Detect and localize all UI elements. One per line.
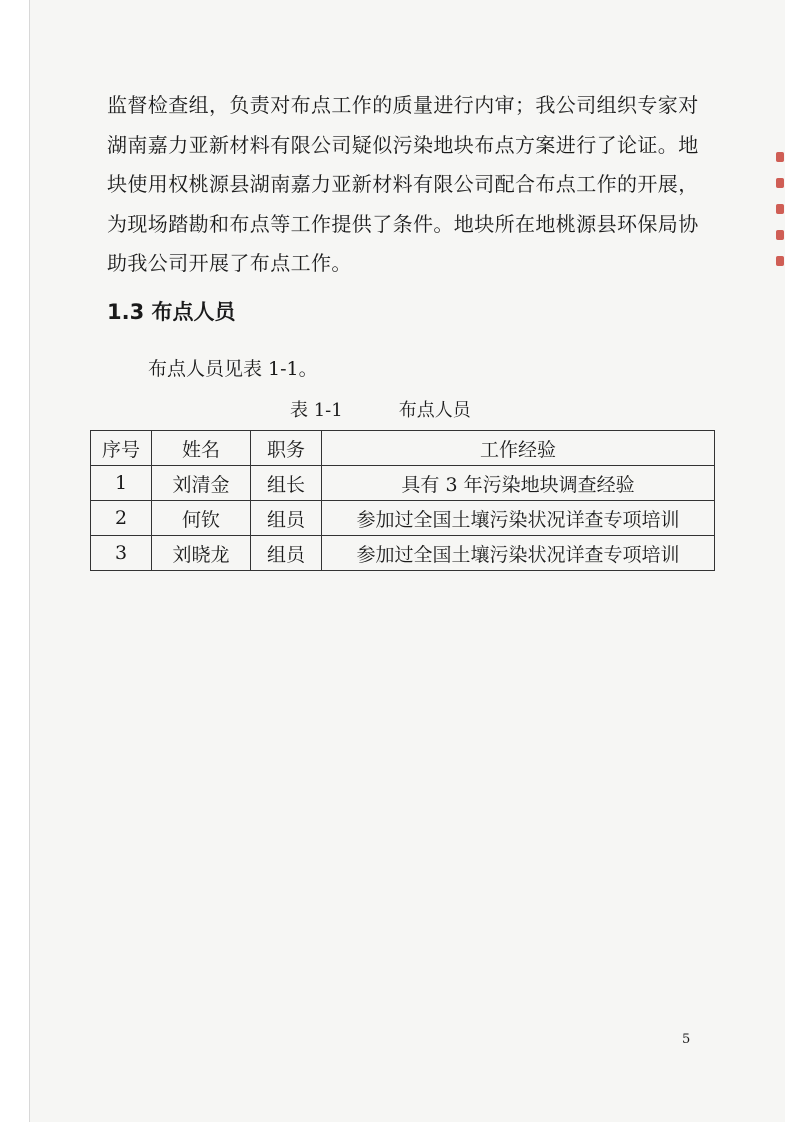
table-cell: 组长 xyxy=(251,466,322,501)
section-heading: 1.3 布点人员 xyxy=(107,300,236,324)
intro-text: 布点人员见表 1-1。 xyxy=(148,358,318,380)
table-row xyxy=(91,536,715,571)
table-row xyxy=(91,501,715,536)
paragraph-line: 助我公司开展了布点工作。 xyxy=(107,251,352,275)
table-header-row xyxy=(91,431,715,466)
table-cell: 参加过全国土壤污染状况详查专项培训 xyxy=(322,501,715,536)
table-cell: 参加过全国土壤污染状况详查专项培训 xyxy=(322,536,715,571)
staff-table xyxy=(90,430,715,571)
table-cell: 具有 3 年污染地块调查经验 xyxy=(322,466,715,501)
table-title: 布点人员 xyxy=(398,400,471,421)
edge-mark xyxy=(776,178,784,188)
table-cell: 何钦 xyxy=(152,501,251,536)
table-cell: 刘晓龙 xyxy=(152,536,251,571)
table-cell: 3 xyxy=(91,536,152,571)
paragraph-line: 块使用权桃源县湖南嘉力亚新材料有限公司配合布点工作的开展， xyxy=(107,172,699,196)
table-row xyxy=(91,466,715,501)
header-cell: 工作经验 xyxy=(322,431,715,466)
table-number: 表 1-1 xyxy=(290,400,343,421)
table-cell: 2 xyxy=(91,501,152,536)
body-paragraph xyxy=(107,86,697,284)
edge-mark xyxy=(776,256,784,266)
header-cell: 序号 xyxy=(91,431,152,466)
table-cell: 组员 xyxy=(251,501,322,536)
paragraph-line: 湖南嘉力亚新材料有限公司疑似污染地块布点方案进行了论证。地 xyxy=(107,132,699,157)
table-caption xyxy=(290,396,471,422)
page-number: 5 xyxy=(682,1032,691,1047)
edge-mark xyxy=(776,230,784,240)
edge-mark xyxy=(776,204,784,214)
table-cell: 刘清金 xyxy=(152,466,251,501)
paragraph-line: 为现场踏勘和布点等工作提供了条件。地块所在地桃源县环保局协 xyxy=(107,211,699,236)
table-cell: 1 xyxy=(91,466,152,501)
header-cell: 职务 xyxy=(251,431,322,466)
table-cell: 组员 xyxy=(251,536,322,571)
edge-mark xyxy=(776,152,784,162)
header-cell: 姓名 xyxy=(152,431,251,466)
paragraph-line: 监督检查组，负责对布点工作的质量进行内审；我公司组织专家对 xyxy=(107,93,699,117)
